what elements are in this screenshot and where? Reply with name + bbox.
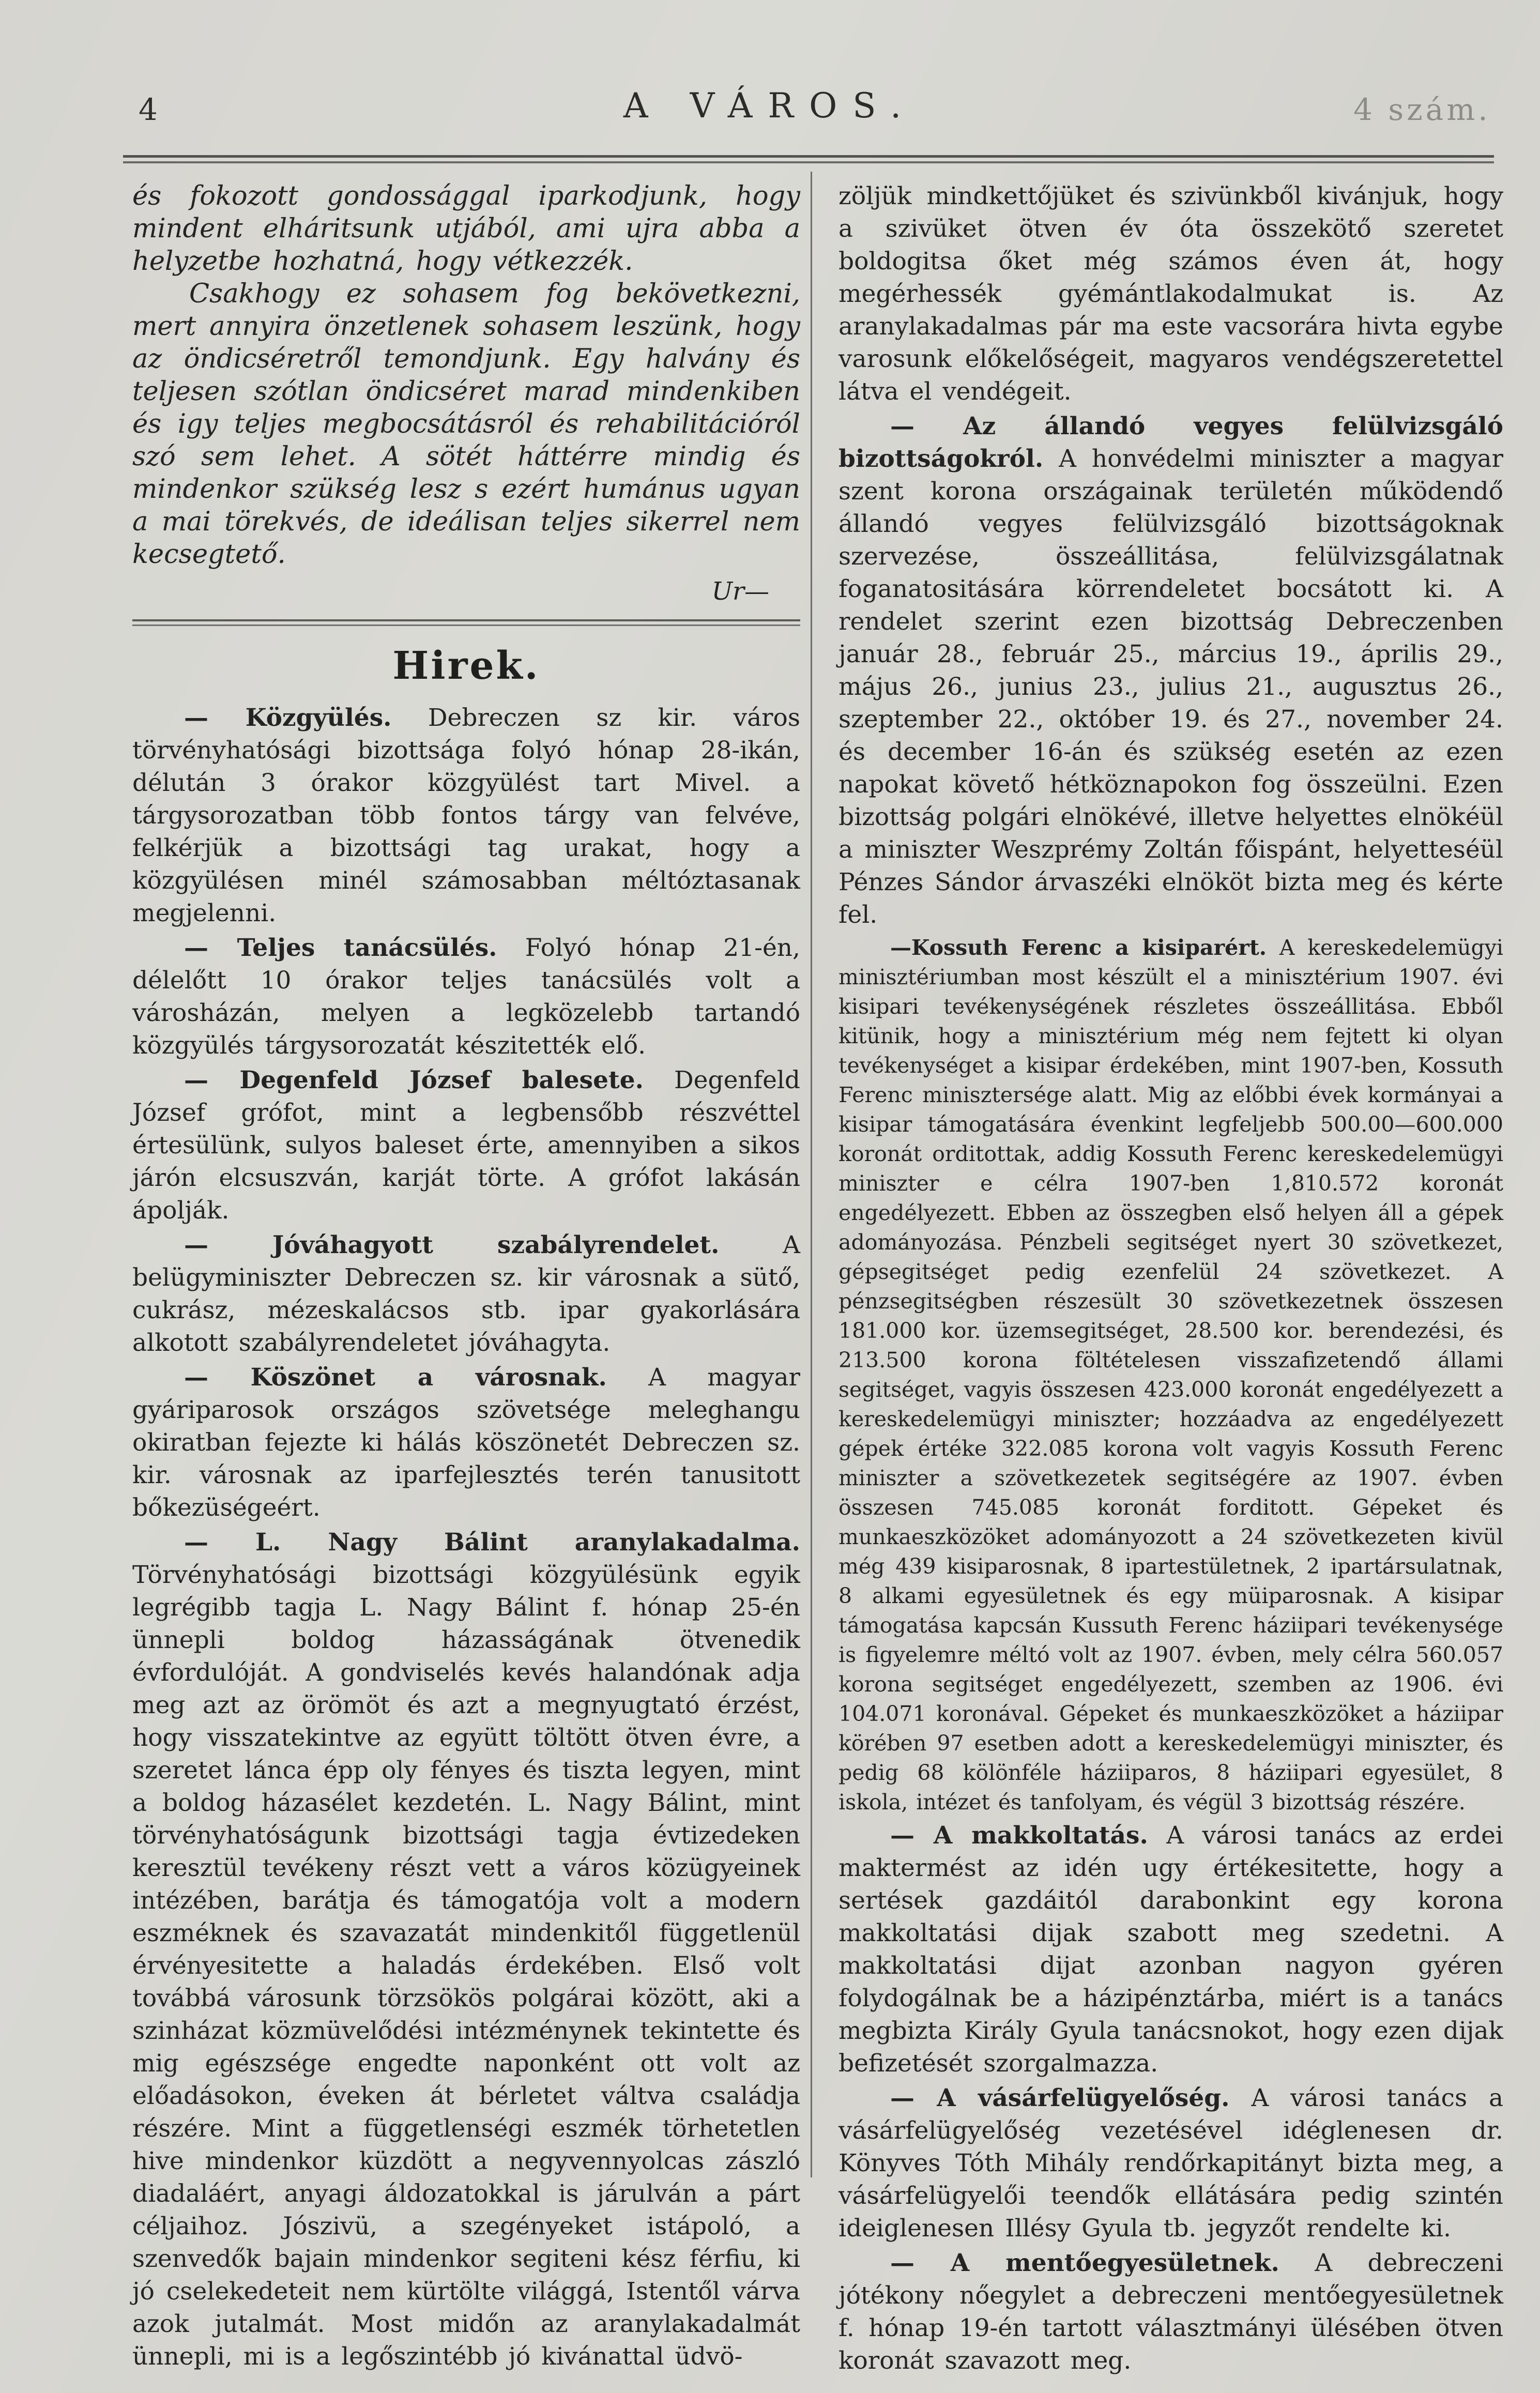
news-item-title: — A vásárfelügyelőség. [890,2084,1230,2112]
news-item [132,702,800,929]
page-number-left: 4 [139,92,158,127]
news-item-text: A kereskedelemügyi minisztériumban most készült el a minisztérium 1907. évi kisipari tevékenységének részletes összeállitása. Ebből kitünik, hogy a minisztérium még nem fejtett ki olyan tevékenységet a kisipar érdekében, mint 1907-ben, Kossuth Ferenc minisztersége alatt. Mig az előbbi évek kormányai a kisipar támogatására évenkint legfeljebb 500.00—600.000 koronát orditottak, addig Kossuth Ferenc kereskedelemügyi miniszter e célra 1907-ben 1,810.572 koronát engedélyezett. Ebben az összegben első helyen áll a gépek adományozása. Pénzbeli segitséget nyert 30 szövetkezet, gépsegitséget pedig ezenfelül 24 szövetkezet. A pénzsegitségben részesült 30 szövetkezetnek összesen 181.000 kor. üzemsegitséget, 28.500 kor. berendezési, és 213.500 korona föltételesen visszafizetendő állami segitséget, vagyis összesen 423.000 koronát engedélyezett a kereskedelemügyi miniszter; hozzáadva az engedélyezett gépek értéke 322.085 korona volt vagyis Kossuth Ferenc miniszter a szövetkezetek segitségére az 1907. évben összesen 745.085 koronát forditott. Gépeket és munkaeszközöket adományozott a 24 szövetkezeten kivül még 439 kisiparosnak, 8 ipartestületnek, 2 ipartársulatnak, 8 alkami egyesületnek és egy müiparosnak. A kisipar támogatása kapcsán Kussuth Ferenc háziipari tevékenysége is figyelemre méltó volt az 1907. évben, mely célra 560.057 korona segitséget engedélyezett, szemben az 1906. évi 104.071 koronával. Gépeket és munkaeszközöket a háziipar körében 97 esetben adott a kereskedelemügyi miniszter, és pedig 68 kölönféle háziiparos, 8 háziipari egyesület, 8 iskola, intézet és tanfolyam, és végül 3 bizottság részére. [838,935,1503,1815]
news-item-text: A városi tanács a vásárfelügyelőség vezetésével idéglenesen dr. Könyves Tóth Mihály rendőrkapitányt bizta meg, a vásárfelügyelői teendők ellátására pedig szintén ideiglenesen Illésy Gyula tb. jegyzőt rendelte ki. [838,2084,1503,2243]
left-column [132,180,800,2373]
news-item-text: Folyó hónap 21-én, délelőtt 10 órakor teljes tanácsülés volt a városházán, melyen a legközelebb tartandó közgyülés tárgysorozatát készitették elő. [132,934,800,1060]
continuation-paragraph: zöljük mindkettőjüket és szivünkből kivánjuk, hogy a szivüket ötven év óta összekötő szeretet boldogitsa őket még számos éven át, hogy megérhessék gyémántlakodalmukat is. Az aranylakadalmas pár ma este vacsorára hivta egybe varosunk előkelőségeit, magyaros vendégszeretettel látva el vendégeit. [838,182,1503,406]
editorial-paragraph: Csakhogy ez sohasem fog bekövetkezni, mert annyira önzetlenek sohasem leszünk, hogy az öndicséretről temondjunk. Egy halvány és teljesen szótlan öndicséret marad mindenkiben és igy teljes megbocsátásról és rehabilitációról szó sem lehet. A sötét háttérre mindig és mindenkor szükség lesz s ezért humánus ugyan a mai törekvés, de ideálisan teljes sikerrel nem kecsegtető. [132,279,800,570]
right-column [838,180,1503,2377]
left-news-list [132,702,800,2373]
news-item [132,1229,800,1359]
news-item-text: A debreczeni jótékony nőegylet a debreczeni mentőegyesületnek f. hónap 19-én tartott választmányi ülésében ötven koronát szavazott meg. [838,2249,1503,2375]
newspaper-title: A VÁROS. [623,86,917,126]
news-section-heading: Hirek. [392,644,540,688]
news-item [838,1819,1503,2080]
news-item-title: — Köszönet a városnak. [184,1363,607,1392]
news-item [838,933,1503,1817]
issue-label-right: 4 szám. [1353,92,1491,127]
news-item [132,1064,800,1227]
editorial-signature: Ur— [711,577,769,606]
news-item [132,1526,800,2373]
right-news-list [838,410,1503,2377]
news-item [132,1361,800,1524]
news-item-title: — Jóváhagyott szabályrendelet. [184,1231,720,1259]
header-double-rule [123,155,1494,163]
news-item-text: A magyar gyáriparosok országos szövetsége meleghangu okiratban fejezte ki hálás köszönetét Debreczen sz. kir. városnak az iparfejlesztés terén tanusitott bőkezüségeért. [132,1363,800,1522]
page-header [0,83,1540,150]
news-item-text: Törvényhatósági bizottsági közgyülésünk egyik legrégibb tagja L. Nagy Bálint f. hónap 25-én ünnepli boldog házasságának ötvenedik évfordulóját. A gondviselés kevés halandónak adja meg azt az örömöt és azt a megnyugtató érzést, hogy visszatekintve az együtt töltött ötven évre, a szeretet lánca épp oly fényes és tiszta legyen, mint a boldog házasélet kezdetén. L. Nagy Bálint, mint törvényhatóságunk bizottsági tagja évtizedeken keresztül tevékeny részt vett a város közügyeinek intézében, barátja és támogatója volt a modern eszméknek és szavazatát mindenkitől függetlenül érvényesitette a haladás érdekében. Első volt továbbá városunk törzsökös polgárai között, aki a szinházat közmüvelődési intézménynek tekintette és mig egészsége engedte naponként ott volt az előadásokon, éveken át bérletet váltva családja részére. Mint a függetlenségi eszmék törhetetlen hive mindenkor küzdött a negyvennyolcas zászló diadaláért, anyagi áldozatokkal is járulván a párt céljaihoz. Jószivü, a szegényeket istápoló, a szenvedők bajain mindenkor segiteni kész férfiu, ki jó cselekedeteit nem kürtölte világgá, Istentől várva azok jutalmát. Most midőn az aranylakadalmát ünnepli, mi is a legőszintébb jó kivánattal üdvö- [132,1561,800,2371]
news-item-text: A belügyminiszter Debreczen sz. kir városnak a sütő, cukrász, mézeskalácsos stb. ipar gyakorlására alkotott szabályrendeletet jóváhagyta. [132,1231,800,1357]
news-item [838,2082,1503,2245]
news-item-title: — Teljes tanácsülés. [184,934,497,962]
section-double-rule [132,619,800,626]
news-item-text: Degenfeld József grófot, mint a legbensőbb részvéttel értesülünk, sulyos baleset érte, amennyiben a sikos járón elcsuszván, karját törte. A grófot lakásán ápolják. [132,1066,800,1225]
news-item-text: A városi tanács az erdei maktermést az idén ugy értékesitette, hogy a sertések gazdáitól darabonkint egy korona makkoltatási dijak szabott meg szedetni. A makkoltatási dijat azonban nagyon gyéren folydogálnak be a házipénztárba, miért is a tanács megbizta Király Gyula tanácsnokot, hogy ezen dijak befizetését szorgalmazza. [838,1821,1503,2078]
news-item-title: — Közgyülés. [184,704,392,732]
news-item-title: — Degenfeld József balesete. [184,1066,644,1094]
column-divider-rule [811,172,812,2177]
news-item-title: —Kossuth Ferenc a kisiparért. [890,935,1267,960]
news-item-title: — L. Nagy Bálint aranylakadalma. [184,1528,800,1557]
editorial-continuation [132,180,800,606]
news-item-title: — A makkoltatás. [890,1821,1148,1850]
news-item [132,932,800,1062]
news-item-title: — Az állandó vegyes felülvizsgáló bizottságokról. [838,412,1503,473]
news-item-text: A honvédelmi miniszter a magyar szent korona országainak területén működendő állandó vegyes felülvizsgáló bizottságoknak szervezése, összeállitása, felülvizsgálatnak foganatositására körrendeletet bocsátott ki. A rendelet szerint ezen bizottság Debreczenben január 28., február 25., március 19., április 29., május 26., junius 23., julius 21., augusztus 26., szeptember 22., október 19. és 27., november 24. és december 16-án és szükség esetén az ezen napokat követő hétköznapokon fog összeülni. Ezen bizottság polgári elnökévé, illetve helyettes elnökéül a miniszter Weszprémy Zoltán főispánt, helyetteséül Pénzes Sándor árvaszéki elnököt bizta meg és kérte fel. [838,445,1503,929]
news-item [838,2247,1503,2377]
news-item-text: Debreczen sz kir. város törvényhatósági bizottsága folyó hónap 28-ikán, délután 3 órakor közgyülést tart Mivel. a tárgysorozatban több fontos tárgy van felvéve, felkérjük a bizottsági tag urakat, hogy a közgyülésen minél számosabban méltóztasanak megjelenni. [132,704,800,927]
news-item [838,410,1503,931]
editorial-paragraph: és fokozott gondossággal iparkodjunk, hogy mindent elháritsunk utjából, ami ujra abba a helyzetbe hozhatná, hogy vétkezzék. [132,181,800,277]
news-item-title: — A mentőegyesületnek. [890,2249,1279,2277]
